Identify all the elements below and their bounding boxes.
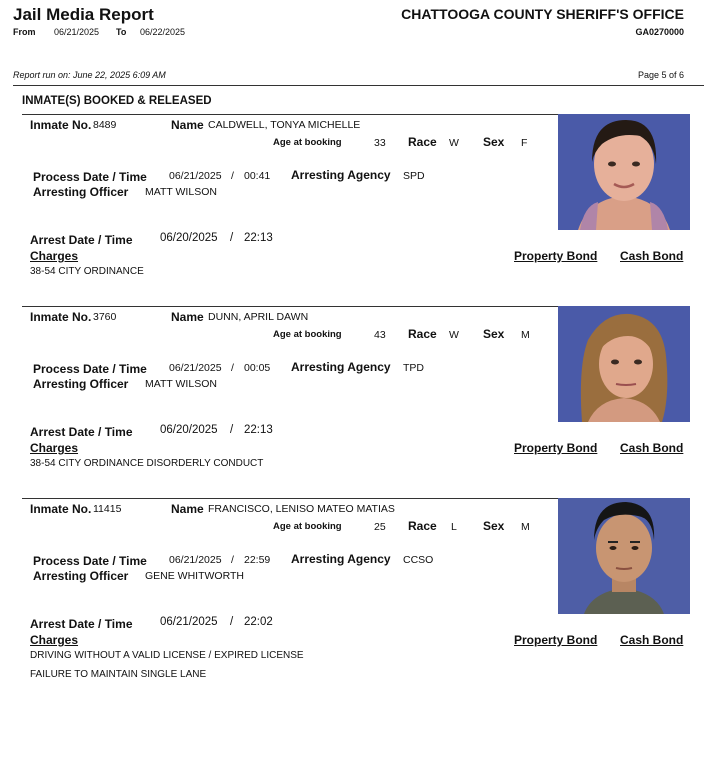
process-label: Process Date / Time: [33, 170, 147, 184]
property-bond-label: Property Bond: [514, 249, 598, 263]
race-label: Race: [408, 135, 437, 149]
age-label: Age at booking: [273, 329, 342, 340]
slash: /: [231, 554, 234, 566]
arrest-time: 22:02: [244, 616, 273, 628]
inmate-photo: [558, 114, 690, 230]
slash: /: [230, 424, 234, 436]
inmate-name: FRANCISCO, LENISO MATEO MATIAS: [208, 503, 395, 515]
charges-label: Charges: [30, 249, 79, 263]
inmate-race: W: [449, 137, 459, 149]
property-bond-label: Property Bond: [514, 441, 598, 455]
sex-label: Sex: [483, 327, 505, 341]
arrest-date: 06/20/2025: [160, 424, 218, 436]
name-label: Name: [171, 310, 204, 324]
to-date: 06/22/2025: [140, 27, 186, 37]
cash-bond-label: Cash Bond: [620, 249, 684, 263]
to-label: To: [116, 27, 127, 37]
report-title: Jail Media Report: [13, 5, 154, 24]
inmate-no-label: Inmate No.: [30, 310, 92, 324]
process-date: 06/21/2025: [169, 362, 222, 374]
charges-label: Charges: [30, 441, 79, 455]
charge-item: FAILURE TO MAINTAIN SINGLE LANE: [30, 669, 207, 680]
header-divider: [13, 85, 704, 86]
process-time: 00:05: [244, 362, 271, 374]
charge-item: 38-54 CITY ORDINANCE DISORDERLY CONDUCT: [30, 458, 264, 469]
property-bond-label: Property Bond: [514, 633, 598, 647]
inmate-sex: F: [521, 137, 528, 149]
inmate-sex: M: [521, 521, 530, 533]
process-time: 22:59: [244, 554, 271, 566]
cash-bond-label: Cash Bond: [620, 633, 684, 647]
slash: /: [231, 362, 234, 374]
officer-label: Arresting Officer: [33, 377, 129, 391]
inmate-no: 11415: [93, 503, 122, 515]
process-time: 00:41: [244, 170, 271, 182]
inmate-name: DUNN, APRIL DAWN: [208, 311, 309, 323]
officer-label: Arresting Officer: [33, 185, 129, 199]
arresting-agency: CCSO: [403, 554, 434, 566]
report-run-on: Report run on: June 22, 2025 6:09 AM: [13, 70, 166, 80]
arrest-time: 22:13: [244, 232, 273, 244]
age-label: Age at booking: [273, 137, 342, 148]
process-date: 06/21/2025: [169, 554, 222, 566]
slash: /: [230, 616, 234, 628]
from-label: From: [13, 27, 36, 37]
arresting-officer: GENE WHITWORTH: [145, 570, 244, 582]
sex-label: Sex: [483, 135, 505, 149]
ori-code: GA0270000: [635, 27, 684, 37]
process-label: Process Date / Time: [33, 554, 147, 568]
slash: /: [231, 170, 234, 182]
arresting-agency: SPD: [403, 170, 425, 182]
race-label: Race: [408, 327, 437, 341]
arresting-officer: MATT WILSON: [145, 186, 217, 198]
agency-label: Arresting Agency: [291, 360, 391, 374]
arresting-agency: TPD: [403, 362, 424, 374]
agency-label: Arresting Agency: [291, 552, 391, 566]
sex-label: Sex: [483, 519, 505, 533]
process-label: Process Date / Time: [33, 362, 147, 376]
arrest-time: 22:13: [244, 424, 273, 436]
process-date: 06/21/2025: [169, 170, 222, 182]
inmate-photo: [558, 306, 690, 422]
arrest-label: Arrest Date / Time: [30, 617, 133, 631]
inmate-no-label: Inmate No.: [30, 118, 92, 132]
agency-label: Arresting Agency: [291, 168, 391, 182]
inmate-age: 25: [374, 521, 386, 533]
charges-label: Charges: [30, 633, 79, 647]
arresting-officer: MATT WILSON: [145, 378, 217, 390]
inmate-age: 43: [374, 329, 386, 341]
arrest-label: Arrest Date / Time: [30, 233, 133, 247]
race-label: Race: [408, 519, 437, 533]
page-number: Page 5 of 6: [637, 70, 684, 80]
from-date: 06/21/2025: [54, 27, 100, 37]
inmate-age: 33: [374, 137, 386, 149]
cash-bond-label: Cash Bond: [620, 441, 684, 455]
arrest-date: 06/20/2025: [160, 232, 218, 244]
inmate-sex: M: [521, 329, 530, 341]
name-label: Name: [171, 502, 204, 516]
inmate-no: 8489: [93, 119, 117, 131]
section-title: INMATE(S) BOOKED & RELEASED: [22, 95, 212, 107]
inmate-photo: [558, 498, 690, 614]
slash: /: [230, 232, 234, 244]
name-label: Name: [171, 118, 204, 132]
agency-name: CHATTOOGA COUNTY SHERIFF'S OFFICE: [401, 6, 684, 22]
inmate-race: L: [451, 521, 457, 533]
inmate-name: CALDWELL, TONYA MICHELLE: [208, 119, 361, 131]
inmate-no-label: Inmate No.: [30, 502, 92, 516]
arrest-label: Arrest Date / Time: [30, 425, 133, 439]
inmate-no: 3760: [93, 311, 117, 323]
arrest-date: 06/21/2025: [160, 616, 218, 628]
age-label: Age at booking: [273, 521, 342, 532]
officer-label: Arresting Officer: [33, 569, 129, 583]
charge-item: DRIVING WITHOUT A VALID LICENSE / EXPIRED LICENSE: [30, 650, 304, 661]
inmate-race: W: [449, 329, 459, 341]
charge-item: 38-54 CITY ORDINANCE: [30, 266, 144, 277]
